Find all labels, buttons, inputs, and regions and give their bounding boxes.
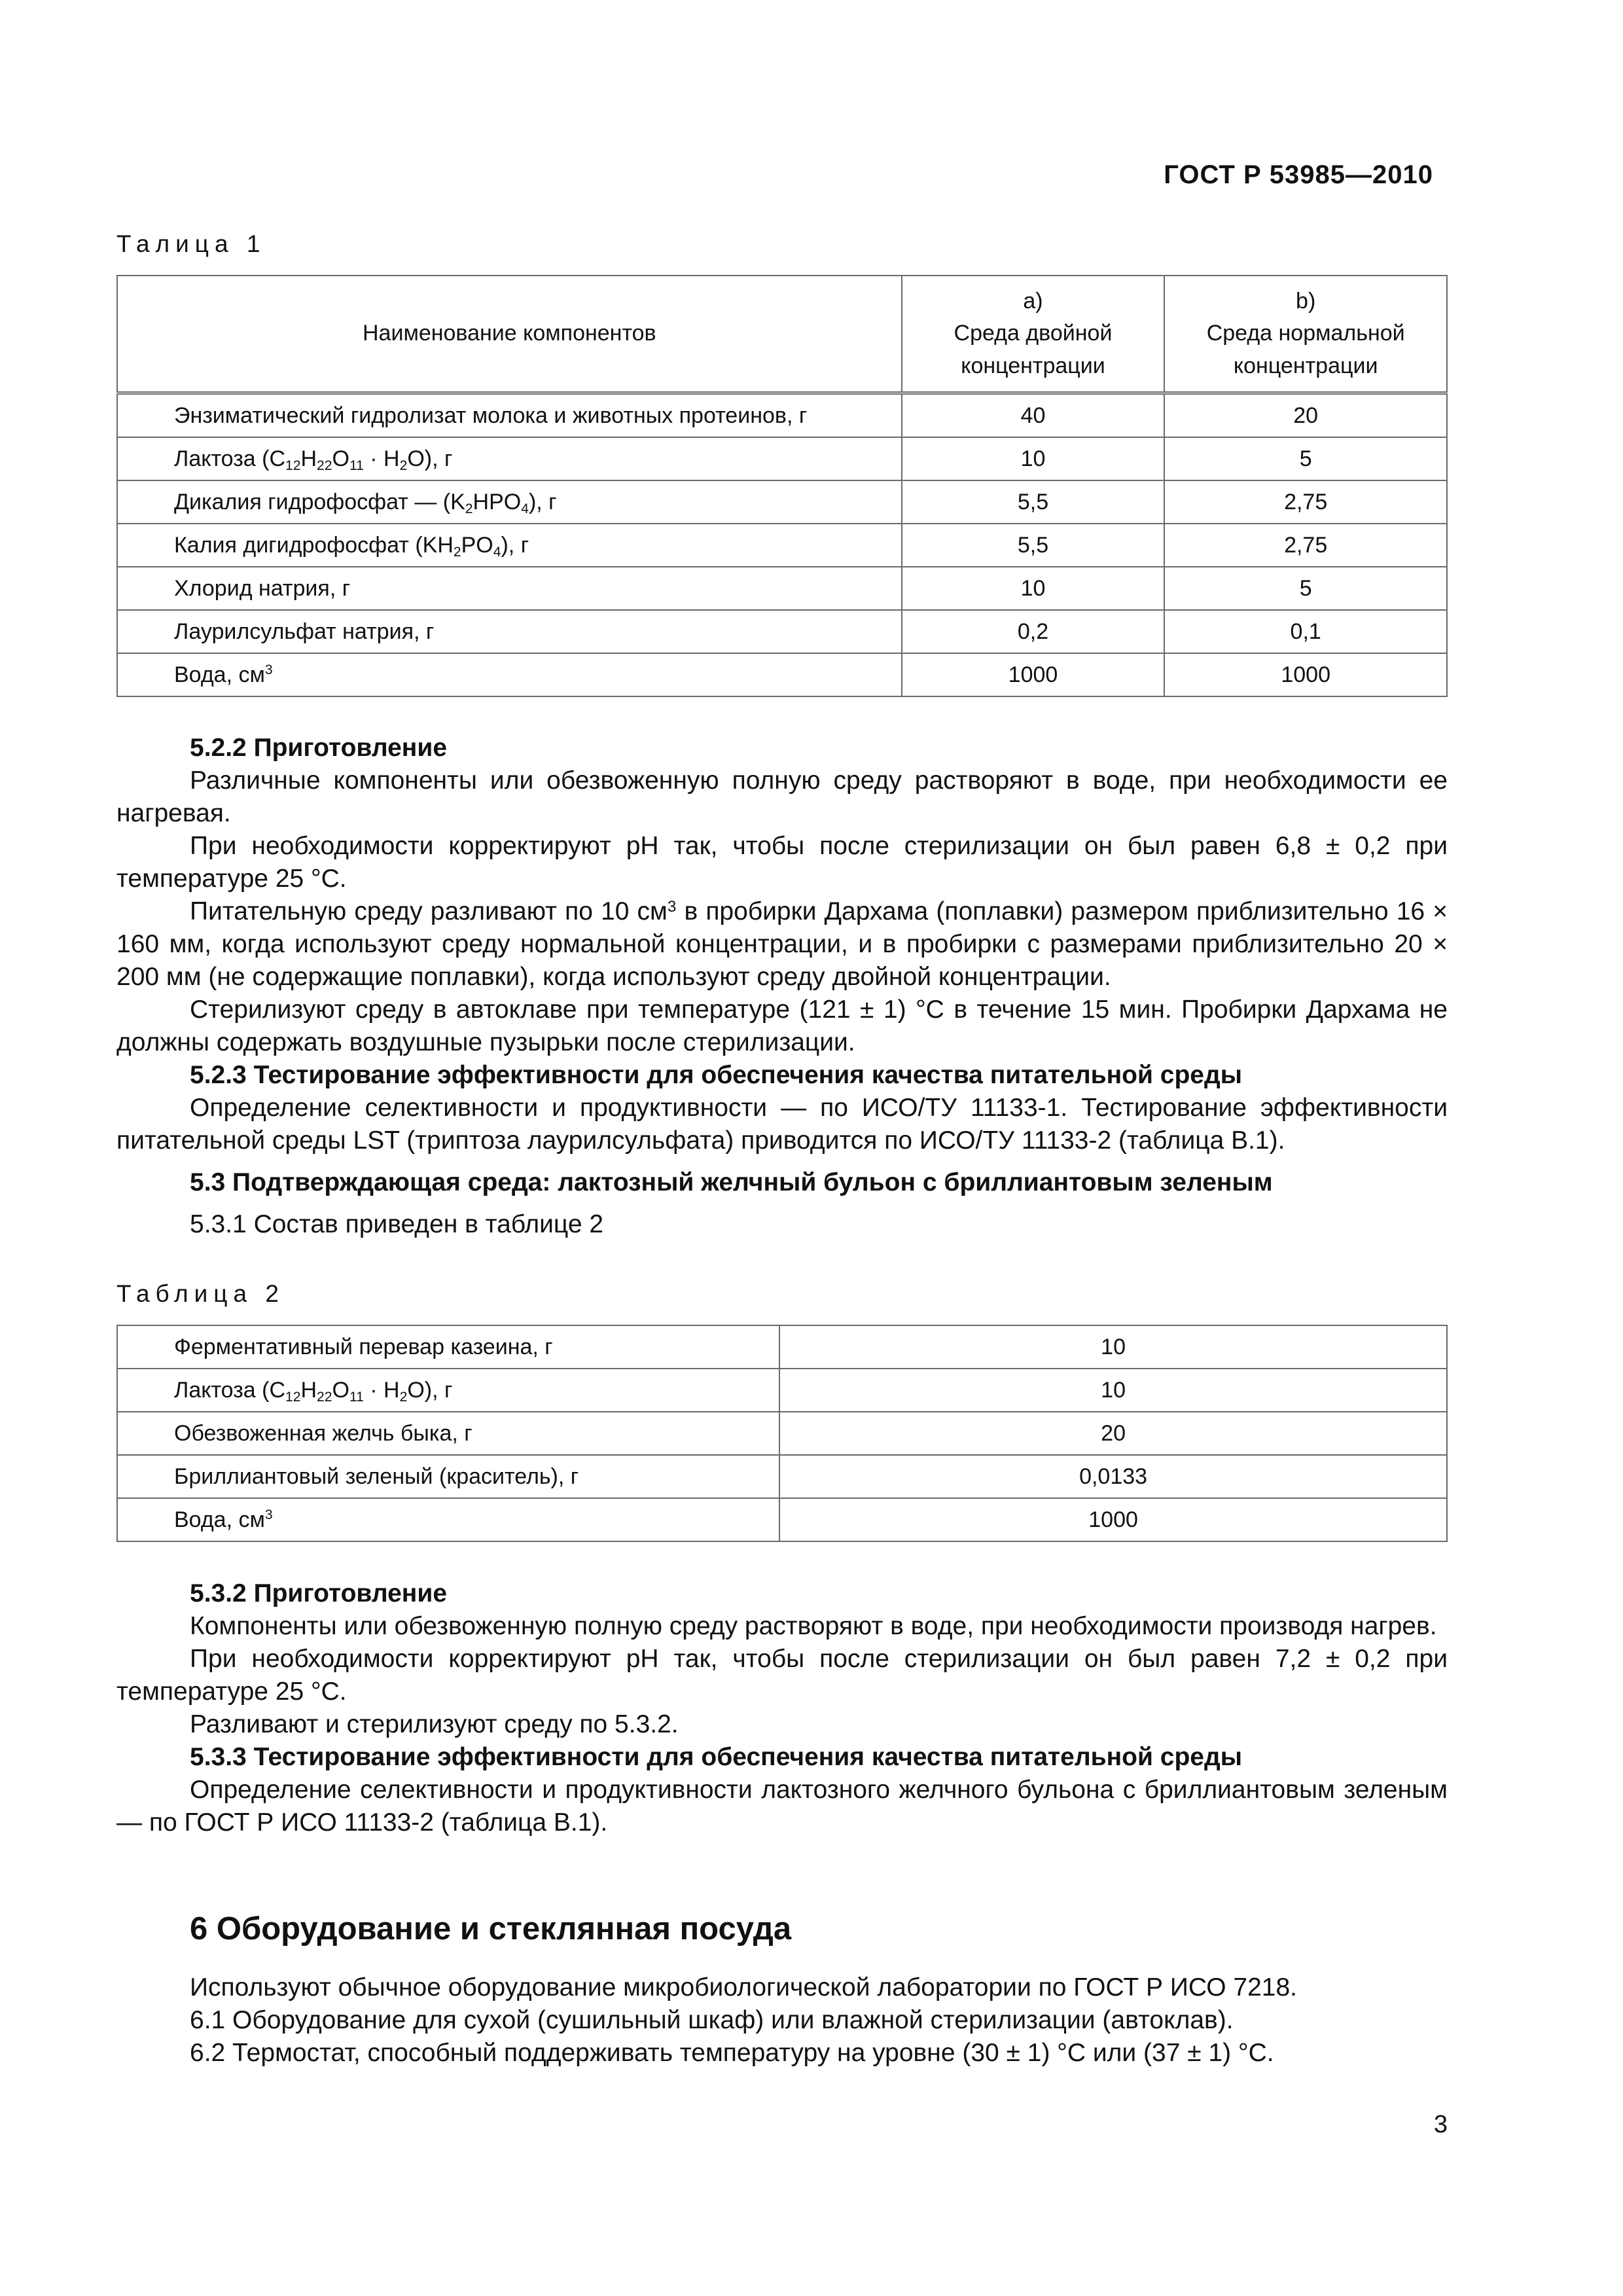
table1-cell-a: 1000 (902, 653, 1165, 696)
table1-cell-b: 5 (1164, 437, 1447, 480)
table-row (117, 437, 1447, 480)
paragraph: 5.3.1 Состав приведен в таблице 2 (190, 1210, 604, 1238)
table1-header-row (117, 276, 1447, 393)
section-6 (116, 1912, 1448, 2070)
paragraph: Используют обычное оборудование микробиологической лаборатории по ГОСТ Р ИСО 7218. (190, 1973, 1297, 2001)
table-row (117, 1412, 1447, 1455)
table-row (117, 1369, 1447, 1412)
paragraph: 6.1 Оборудование для сухой (сушильный шкаф) или влажной стерилизации (автоклав). (190, 2006, 1234, 2034)
document-code: ГОСТ Р 53985—2010 (1164, 160, 1433, 189)
section-heading: 5.3 Подтверждающая среда: лактозный желчный бульон с бриллиантовым зеленым (190, 1168, 1273, 1196)
table2-cell-value: 1000 (779, 1498, 1447, 1541)
table2-cell-value: 10 (779, 1369, 1447, 1412)
table1-cell-b: 1000 (1164, 653, 1447, 696)
table1-cell-b: 0,1 (1164, 610, 1447, 653)
table1-cell-b: 20 (1164, 393, 1447, 438)
section-heading: 5.3.3 Тестирование эффективности для обеспечения качества питательной среды (190, 1743, 1243, 1771)
table1-cell-name: Лактоза $(C_{12}H_{22}O_{11} \cdot H_2O)$, г (117, 437, 902, 480)
table1-caption: Талица 1 (116, 230, 266, 257)
paragraph: Компоненты или обезвоженную полную среду растворяют в воде, при необходимости производя нагрев. (190, 1612, 1437, 1640)
table2-caption: Таблица 2 (116, 1280, 285, 1307)
paragraph: 6.2 Термостат, способный поддерживать температуру на уровне (30 ± 1) °С или (37 ± 1) °С. (190, 2039, 1274, 2067)
paragraph: При необходимости корректируют pH так, чтобы после стерилизации он был равен 7,2 ± 0,2 при температуре 25 °С. (116, 1645, 1448, 1706)
table2-cell-name: Бриллиантовый зеленый (краситель), г (117, 1455, 779, 1498)
paragraph: Определение селективности и продуктивности лактозного желчного бульона с бриллиантовым зеленым — по ГОСТ Р ИСО 11133-2 (таблица В.1). (116, 1776, 1448, 1837)
table1-header-name: Наименование компонентов (117, 276, 902, 393)
table1-cell-name: Лаурилсульфат натрия, г (117, 610, 902, 653)
table1-cell-a: 40 (902, 393, 1165, 438)
paragraph: Питательную среду разливают по 10 $см^3$ в пробирки Дархама (поплавки) размером приблизительно 16 × 160 мм, когда используют среду нормальной концентрации, и в пробирки с размерами приблизительно 20 × 200 мм (не содержащие поплавки), когда используют среду двойной концентрации. (116, 897, 1448, 991)
table2-cell-value: 0,0133 (779, 1455, 1447, 1498)
section-heading: 5.3.2 Приготовление (190, 1579, 448, 1607)
table1-cell-name: Хлорид натрия, г (117, 567, 902, 610)
table1-cell-a: 10 (902, 437, 1165, 480)
table1 (116, 275, 1448, 697)
paragraph: Определение селективности и продуктивности — по ИСО/ТУ 11133-1. Тестирование эффективности питательной среды LST (триптоза лаурилсульфата) приводится по ИСО/ТУ 11133-2 (таблица В.1). (116, 1094, 1448, 1155)
table2-cell-value: 10 (779, 1325, 1447, 1369)
chapter-heading: 6 Оборудование и стеклянная посуда (190, 1911, 792, 1946)
section-heading: 5.2.3 Тестирование эффективности для обеспечения качества питательной среды (190, 1061, 1243, 1089)
table2-cell-name: Лактоза $(C_{12}H_{22}O_{11} \cdot H_2O)$, г (117, 1369, 779, 1412)
paragraph: При необходимости корректируют pH так, чтобы после стерилизации он был равен 6,8 ± 0,2 при температуре 25 °С. (116, 832, 1448, 893)
table1-cell-a: 10 (902, 567, 1165, 610)
table1-cell-name: Калия дигидрофосфат $(KH_2PO_4)$, г (117, 524, 902, 567)
table2-cell-name: Обезвоженная желчь быка, г (117, 1412, 779, 1455)
table2-cell-value: 20 (779, 1412, 1447, 1455)
page-number: 3 (1433, 2111, 1448, 2138)
table1-cell-b: 2,75 (1164, 480, 1447, 524)
table1-cell-b: 2,75 (1164, 524, 1447, 567)
table-row (117, 1455, 1447, 1498)
table1-cell-name: Энзиматический гидролизат молока и животных протеинов, г (117, 393, 902, 438)
table2-cell-name: Ферментативный перевар казеина, г (117, 1325, 779, 1369)
table-row (117, 480, 1447, 524)
paragraph: Стерилизуют среду в автоклаве при температуре (121 ± 1) °С в течение 15 мин. Пробирки Дархама не должны содержать воздушные пузырьки после стерилизации. (116, 996, 1448, 1056)
table-row (117, 1498, 1447, 1541)
section-5-3-2-to-5-3-3 (116, 1577, 1448, 1839)
table1-header-col-a: a) Среда двойной концентрации (902, 276, 1165, 393)
table1-cell-a: 5,5 (902, 480, 1165, 524)
table-row (117, 1325, 1447, 1369)
section-5-2-2-to-5-3 (116, 732, 1448, 1241)
table2-cell-name: Вода, $см^3$ (117, 1498, 779, 1541)
table1-cell-name: Вода, $см^3$ (117, 653, 902, 696)
table-row (117, 567, 1447, 610)
table1-cell-b: 5 (1164, 567, 1447, 610)
section-heading: 5.2.2 Приготовление (190, 734, 448, 762)
paragraph: Разливают и стерилизуют среду по 5.3.2. (190, 1710, 679, 1738)
table-row (117, 524, 1447, 567)
table1-cell-a: 5,5 (902, 524, 1165, 567)
table-row (117, 610, 1447, 653)
table-row (117, 393, 1447, 438)
table-row (117, 653, 1447, 696)
table1-cell-a: 0,2 (902, 610, 1165, 653)
table1-header-col-b: b) Среда нормальной концентрации (1164, 276, 1447, 393)
table1-cell-name: Дикалия гидрофосфат — $(K_2HPO_4)$, г (117, 480, 902, 524)
table2 (116, 1325, 1448, 1542)
paragraph: Различные компоненты или обезвоженную полную среду растворяют в воде, при необходимости ее нагревая. (116, 766, 1448, 827)
